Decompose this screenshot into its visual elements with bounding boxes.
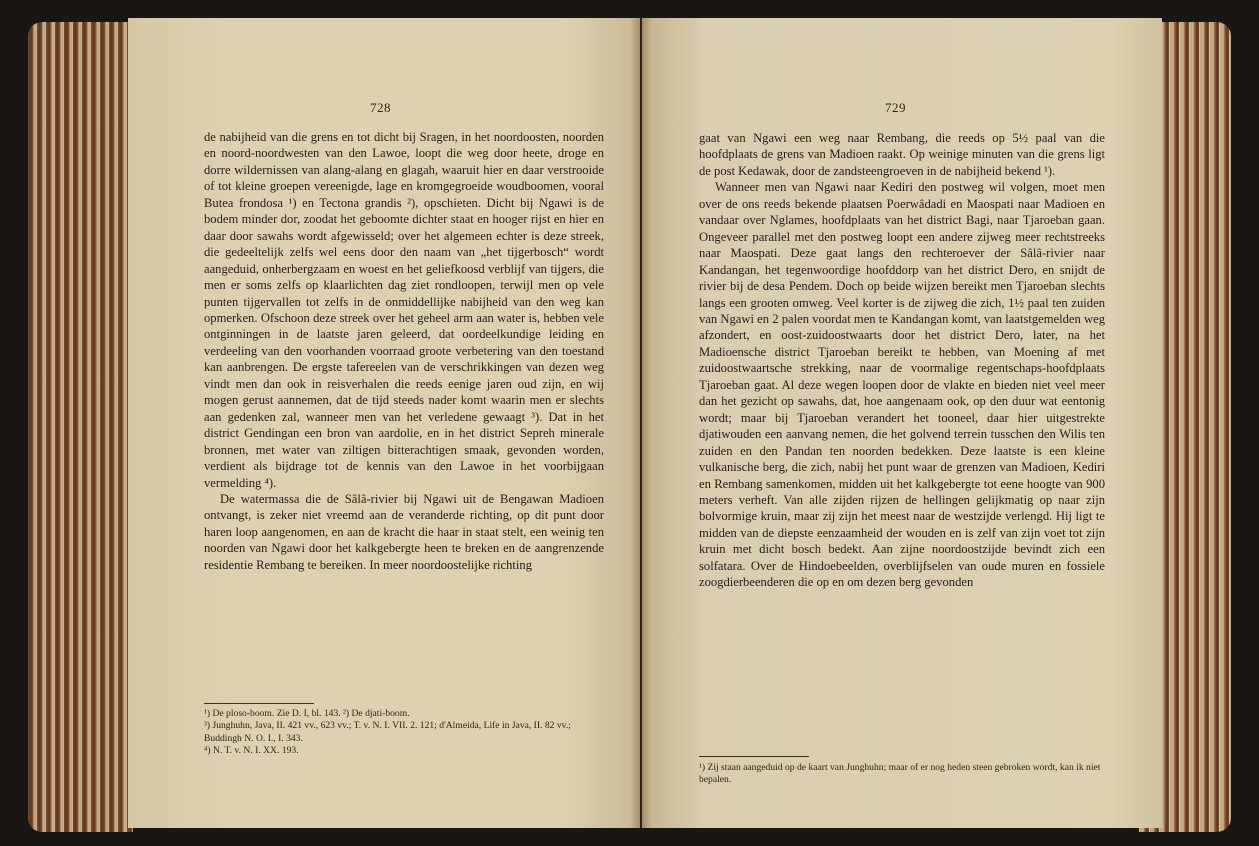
- left-body-text: [204, 129, 604, 573]
- left-footnote-2: ³) Junghuhn, Java, II. 421 vv., 623 vv.; T. v. N. I. VII. 2. 121; d'Almeida, Life in Java, II. 82 vv.; Buddingh N. O. I., I. 343.: [204, 720, 571, 744]
- right-footnotes: [699, 762, 1105, 787]
- left-paragraph-2: De watermassa die de Sâlâ-rivier bij Ngawi uit de Bengawan Madioen ontvangt, is zeker niet vreemd aan de veranderde richting, op dit punt door haren loop aangenomen, en aan de kracht die haar in staat stelt, een weinig ten noorden van Ngawi door het kalkgebergte heen te breken en de aangrenzende residentie Rembang te bereiken. In meer noordoostelijke richting: [204, 491, 604, 572]
- book-gutter: [630, 18, 652, 828]
- right-body-text: [699, 130, 1105, 591]
- left-footnote-3: ⁴) N. T. v. N. I. XX. 193.: [204, 745, 299, 757]
- right-footnote-1: ¹) Zij staan aangeduid op de kaart van Junghuhn; maar of er nog heden steen gebroken wordt, kan ik niet bepalen.: [699, 762, 1101, 786]
- left-paragraph-1: de nabijheid van die grens en tot dicht bij Sragen, in het noordoosten, noorden en noord-noordwesten van den Lawoe, loopt die weg door heete, droge en dorre wildernissen van alang-alang en glagah, waaruit hier en daar verstrooide of tot kleine groepen vereenigde, lage en kromgegroeide woudboomen, vooral Butea frondosa ¹) en Tectona grandis ²), opschieten. Dicht bij Ngawi is de bodem minder dor, zoodat het geboomte dichter staat en hooger rijst en hier en daar door sawahs wordt afgewisseld; over het algemeen echter is deze streek, die gedeeltelijk zelfs wel eens door den naam van „het tijgerbosch“ wordt aangeduid, onherbergzaam en woest en het geliefkoosd verblijf van tijgers, die men er soms zelfs op klaarlichten dag ziet rondloopen, terwijl men op vele punten tijgervallen tot zelfs in de onmiddellijke nabijheid van den weg kan opmerken. Ofschoon deze streek over het geheel arm aan water is, hebben vele ontginningen in de laatste jaren geleerd, dat oordeelkundige leiding en verdeeling van den voorhanden voorraad groote verbetering van den toestand kan aanbrengen. De ergste tafereelen van de verschrikkingen van dezen weg vindt men dan ook in reisverhalen die reeds eenige jaren oud zijn, en wij mogen gerust aannemen, dat de tijd steeds nader komt waarin men er slechts aan gedenken zal, wanneer men van het verledene gewaagt ³). Dat in het district Gendingan een bron van aardolie, en in het district Sepreh minerale bronnen, met water van ziltigen bitterachtigen smaak, gevonden worden, verdient als bijdrage tot de kennis van den Lawoe in het voorbijgaan vermelding ⁴).: [204, 130, 604, 490]
- book-edge-left: [28, 22, 133, 832]
- left-footnote-1: ¹) De ploso-boom. Zie D. I, bl. 143. ²) De djati-boom.: [204, 708, 410, 719]
- footnote-rule-right: [699, 756, 809, 757]
- right-paragraph-2: Wanneer men van Ngawi naar Kediri den postweg wil volgen, moet men over de ons reeds bekende plaatsen Poerwâdadi en Maospati naar Madioen en vandaar over Nglames, hoofdplaats van het district Bagi, naar Tjaroeban gaan. Ongeveer parallel met den postweg loopt een andere zijweg meer rechtstreeks naar Maospati. Deze gaat langs den rechteroever der Sâlâ-rivier naar Kandangan, het tegenwoordige hoofddorp van het district Dero, en snijdt de rivier bij de desa Pendem. Doch op beide wijzen bereikt men Tjaroeban slechts langs een grooten omweg. Veel korter is de zijweg die zich, 1½ paal ten zuiden van Ngawi en 2 palen voordat men te Kandangan komt, van laatstgemelden weg afzondert, en oost-zuidoostwaarts door het district Dero, later, na het Madioensche district Tjaroeban bereikt te hebben, van Moening af met zuidoostwaartsche strekking, naar de voormalige regentschaps-hoofdplaats Tjaroeban gaat. Al deze wegen loopen door de vlakte en bieden niet veel meer dan het gezicht op sawahs, dat, hoe aangenaam ook, op den duur wat eentonig wordt; maar bij Tjaroeban verandert het tooneel, daar hier uitgestrekte djatiwouden een aanvang nemen, die het golvend terrein tusschen den Wilis ten zuiden en den Pandan ten noorden bedekken. Deze laatste is een kleine vulkanische berg, die zich, nabij het punt waar de grenzen van Madioen, Kediri en Rembang samenkomen, midden uit het kalkgebergte tot eene hoogte van 900 meters verheft. Van alle zijden rijzen de hellingen gelijkmatig op naar zijn bolvormige kruin, maar zij zijn het meest naar de westzijde verlengd. Hij ligt te midden van de diepste eenzaamheid der wouden en is zelf van zijn voet tot zijn kruin met dicht bosch bedekt. Aan zijne noordoostzijde bevindt zich een solfatara. Over de Hindoebeelden, overblijfselen van oude muren en fossiele zoogdierbeenderen die op en om dezen berg gevonden: [699, 180, 1105, 590]
- page-number-right: 729: [885, 100, 906, 115]
- left-page: [128, 18, 640, 828]
- left-footnotes: [204, 708, 604, 758]
- page-number-left: 728: [370, 100, 391, 115]
- right-paragraph-1: gaat van Ngawi een weg naar Rembang, die reeds op 5½ paal van die hoofdplaats de grens van Madioen raakt. Op weinige minuten van die grens ligt de post Kedawak, door de zandsteengroeven in de nabijheid bekend ¹).: [699, 131, 1105, 178]
- footnote-rule-left: [204, 703, 314, 704]
- right-page: [642, 18, 1162, 828]
